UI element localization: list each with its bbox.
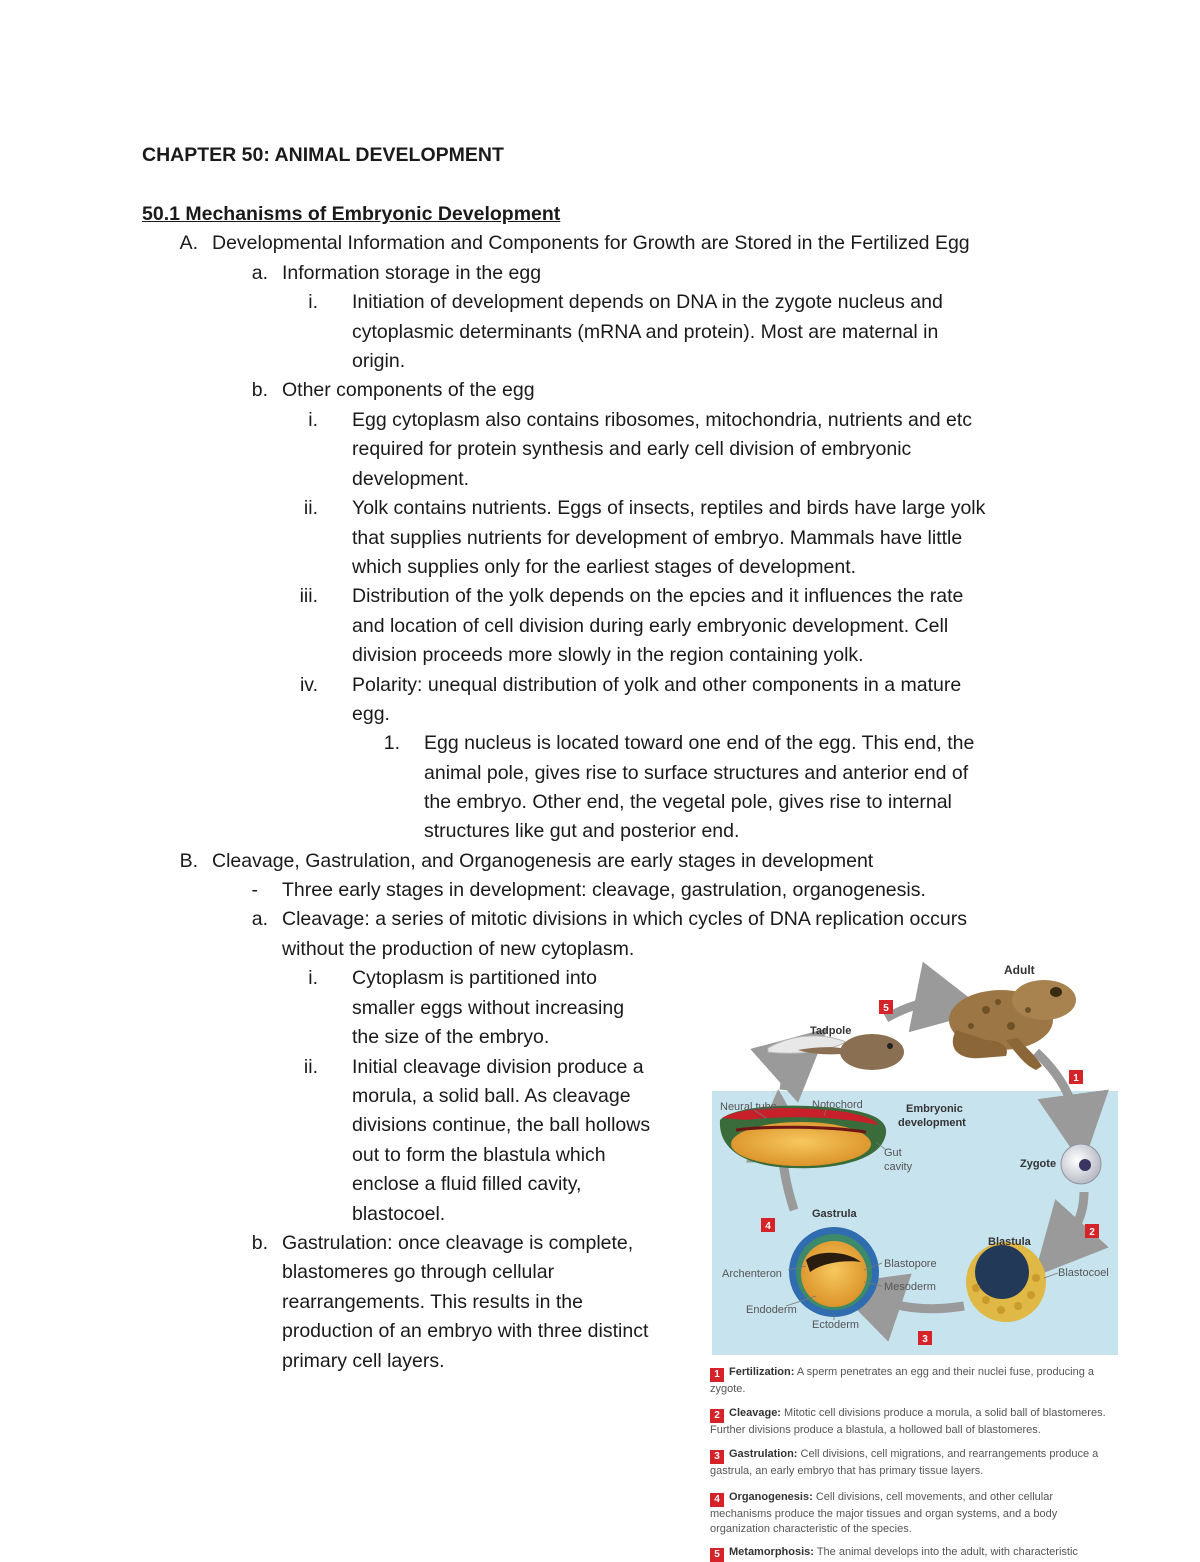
list-marker: iv.: [299, 674, 318, 696]
legend-term: Fertilization:: [729, 1366, 795, 1378]
legend-item: [710, 1447, 1114, 1479]
text-line: and location of cell division during early embryonic development. Cell: [352, 615, 949, 637]
list-item-text: Information storage in the egg: [282, 262, 542, 284]
zygote-image: [1061, 1144, 1101, 1184]
legend-term: Metamorphosis:: [729, 1546, 814, 1558]
text-line: out to form the blastula which: [352, 1144, 606, 1166]
legend-term: Cleavage:: [729, 1407, 781, 1419]
arrow-to-tadpole: [784, 1052, 801, 1090]
text-line: egg.: [352, 703, 390, 725]
list-marker: 1.: [383, 732, 400, 754]
label-archenteron: Archenteron: [722, 1268, 782, 1280]
list-marker: ii.: [303, 1056, 318, 1078]
svg-text:1: 1: [1073, 1073, 1079, 1084]
svg-text:3: 3: [922, 1334, 928, 1345]
text-line: animal pole, gives rise to surface structures and anterior end of: [424, 762, 969, 784]
text-line: Gastrulation: once cleavage is complete,: [282, 1232, 634, 1254]
text-line: the embryo. Other end, the vegetal pole, gives rise to internal: [424, 791, 952, 813]
legend-text: Cell divisions, cell movements, and other cellular mechanisms produce the major tissues and organ systems, and a body organization characteristic of the species.: [710, 1491, 1058, 1535]
list-item-text: Cleavage, Gastrulation, and Organogenesis are early stages in development: [212, 850, 874, 872]
label-ectoderm: Ectoderm: [812, 1319, 860, 1331]
step-badge-1: [1069, 1070, 1083, 1084]
label-zygote: Zygote: [1020, 1158, 1057, 1170]
text-line: Distribution of the yolk depends on the epcies and it influences the rate: [352, 585, 964, 607]
chapter-title: CHAPTER 50: ANIMAL DEVELOPMENT: [142, 144, 504, 166]
text-line: blastomeres go through cellular: [282, 1261, 555, 1283]
text-line: smaller eggs without increasing: [352, 997, 625, 1019]
gastrula-image: [789, 1227, 879, 1317]
list-item-text: Other components of the egg: [282, 379, 535, 401]
step-badge-2: [1085, 1224, 1099, 1238]
text-line: structures like gut and posterior end.: [424, 820, 740, 842]
legend-item: [710, 1406, 1114, 1438]
blastula-image: [966, 1242, 1046, 1322]
life-cycle-figure: [706, 960, 1122, 1560]
label-mesoderm: Mesoderm: [884, 1281, 936, 1293]
label-gut-cavity-2: cavity: [884, 1161, 913, 1173]
section-heading: 50.1 Mechanisms of Embryonic Development: [142, 203, 561, 225]
text-line: the size of the embryo.: [352, 1026, 550, 1048]
step-badge-4: [761, 1218, 775, 1232]
text-line: which supplies only for the earliest stages of development.: [352, 556, 857, 578]
list-marker: i.: [308, 291, 318, 313]
legend-item: [710, 1545, 1114, 1562]
list-marker: i.: [308, 409, 318, 431]
life-cycle-diagram: [706, 960, 1122, 1360]
legend-number: 1: [710, 1368, 724, 1382]
list-item-text: Developmental Information and Components for Growth are Stored in the Fertilized Egg: [212, 232, 970, 254]
label-embryonic-development-1: Embryonic: [906, 1103, 963, 1115]
label-adult: Adult: [1004, 963, 1035, 977]
legend-number: 3: [710, 1450, 724, 1464]
legend-item: [710, 1490, 1114, 1537]
text-line: Polarity: unequal distribution of yolk and other components in a mature: [352, 674, 962, 696]
list-marker: -: [251, 879, 258, 901]
legend-text: Cell divisions, cell migrations, and rearrangements produce a gastrula, an early embryo that has primary tissue layers.: [710, 1448, 1099, 1477]
legend-term: Organogenesis:: [729, 1491, 813, 1503]
adult-frog-image: [949, 980, 1076, 1070]
text-line: Initiation of development depends on DNA in the zygote nucleus and: [352, 291, 943, 313]
label-embryonic-development-2: development: [898, 1117, 966, 1129]
label-tadpole: Tadpole: [810, 1025, 852, 1037]
legend-number: 2: [710, 1409, 724, 1423]
label-blastula: Blastula: [988, 1236, 1031, 1248]
text-line: division proceeds more slowly in the region containing yolk.: [352, 644, 864, 666]
label-notochord: Notochord: [812, 1099, 863, 1111]
text-line: primary cell layers.: [282, 1350, 445, 1372]
legend-text: A sperm penetrates an egg and their nuclei fuse, producing a zygote.: [710, 1366, 1095, 1395]
list-marker: a.: [251, 262, 268, 284]
legend-text: Mitotic cell divisions produce a morula, a solid ball of blastomeres. Further divisions produce a blastula, a hollowed ball of blastomeres.: [710, 1407, 1106, 1436]
text-line: Egg nucleus is located toward one end of the egg. This end, the: [424, 732, 975, 754]
list-marker: B.: [179, 850, 198, 872]
text-line: cytoplasmic determinants (mRNA and protein). Most are maternal in: [352, 321, 939, 343]
label-endoderm: Endoderm: [746, 1304, 797, 1316]
label-neural-tube: Neural tube: [720, 1101, 777, 1113]
text-line: without the production of new cytoplasm.: [282, 938, 635, 960]
text-line: blastocoel.: [352, 1203, 446, 1225]
legend-text: The animal develops into the adult, with characteristic: [816, 1546, 1078, 1558]
text-line: Egg cytoplasm also contains ribosomes, mitochondria, nutrients and etc: [352, 409, 972, 431]
step-badge-3: [918, 1331, 932, 1345]
svg-text:5: 5: [883, 1003, 889, 1014]
list-marker: A.: [179, 232, 198, 254]
label-gut-cavity-1: Gut: [884, 1147, 902, 1159]
svg-text:2: 2: [1089, 1227, 1095, 1238]
text-line: rearrangements. This results in the: [282, 1291, 583, 1313]
text-line: divisions continue, the ball hollows: [352, 1114, 651, 1136]
text-line: Cytoplasm is partitioned into: [352, 967, 597, 989]
legend-number: 4: [710, 1493, 724, 1507]
text-line: origin.: [352, 350, 406, 372]
text-line: production of an embryo with three distinct: [282, 1320, 649, 1342]
step-badge-5: [879, 1000, 893, 1014]
text-line: morula, a solid ball. As cleavage: [352, 1085, 631, 1107]
text-line: development.: [352, 468, 470, 490]
list-marker: iii.: [299, 585, 318, 607]
list-marker: b.: [251, 379, 268, 401]
legend-term: Gastrulation:: [729, 1448, 798, 1460]
list-marker: i.: [308, 967, 318, 989]
legend-item: [710, 1365, 1114, 1397]
text-line: Initial cleavage division produce a: [352, 1056, 644, 1078]
svg-text:4: 4: [765, 1221, 771, 1232]
text-line: Cleavage: a series of mitotic divisions in which cycles of DNA replication occurs: [282, 908, 967, 930]
label-gastrula: Gastrula: [812, 1208, 857, 1220]
text-line: required for protein synthesis and early cell division of embryonic: [352, 438, 912, 460]
text-line: Yolk contains nutrients. Eggs of insects, reptiles and birds have large yolk: [352, 497, 986, 519]
text-line: that supplies nutrients for development of embryo. Mammals have little: [352, 527, 963, 549]
text-line: enclose a fluid filled cavity,: [352, 1173, 582, 1195]
list-marker: b.: [251, 1232, 268, 1254]
list-marker: a.: [251, 908, 268, 930]
label-blastocoel: Blastocoel: [1058, 1267, 1109, 1279]
list-marker: ii.: [303, 497, 318, 519]
legend-number: 5: [710, 1548, 724, 1562]
arrow-metamorphosis: [886, 1002, 951, 1018]
list-item-text: Three early stages in development: cleavage, gastrulation, organogenesis.: [282, 879, 926, 901]
label-blastopore: Blastopore: [884, 1258, 937, 1270]
